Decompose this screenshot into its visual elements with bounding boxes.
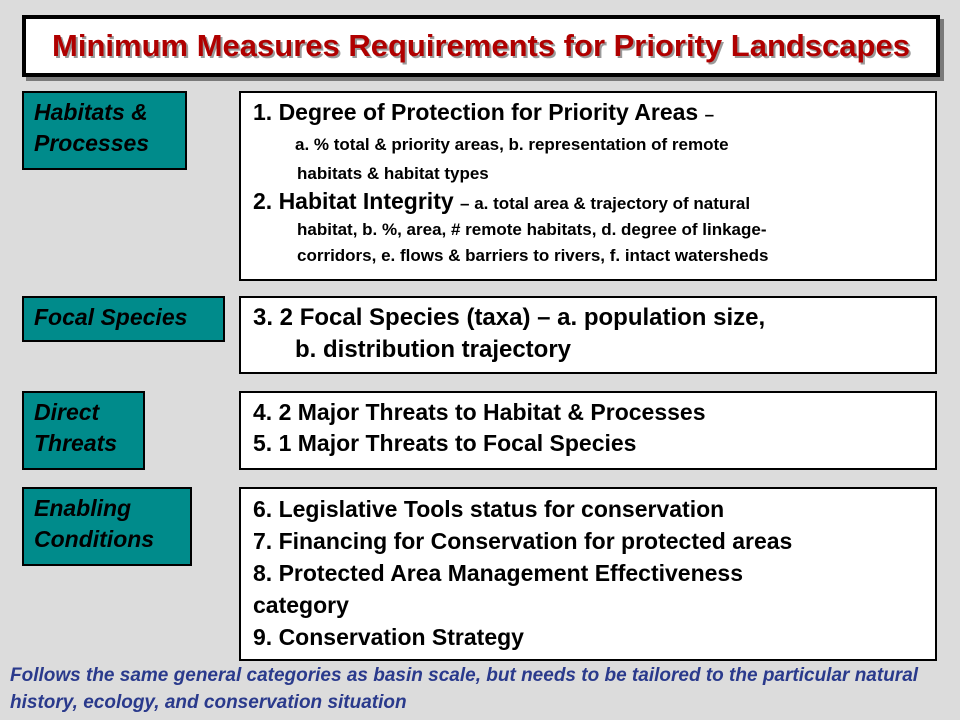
measure-detail: habitats & habitat types — [297, 164, 489, 183]
measure-detail: – a. total area & trajectory of natural — [460, 194, 751, 213]
category-label-line: Enabling — [34, 495, 132, 521]
measure-detail: habitat, b. %, area, # remote habitats, d. degree of linkage- — [297, 220, 767, 239]
measure-management-effectiveness: 8. Protected Area Management Effectiveness — [253, 560, 743, 586]
measure-text: 1. Degree of Protection for Priority Areas — [253, 99, 705, 125]
panel-focal-species — [239, 296, 937, 374]
measure-detail: b. distribution trajectory — [295, 336, 572, 363]
measure-legislative-tools: 6. Legislative Tools status for conservation — [253, 496, 725, 522]
measure-detail: corridors, e. flows & barriers to rivers, f. intact watersheds — [297, 246, 769, 265]
category-label-line: Threats — [34, 430, 118, 456]
category-enabling-conditions — [22, 487, 192, 566]
measure-focal-species: 3. 2 Focal Species (taxa) – a. population size, — [253, 304, 766, 331]
category-label-line: Direct — [34, 399, 100, 425]
category-focal-species — [22, 296, 225, 342]
panel-habitats-processes — [239, 91, 937, 281]
measure-threats-species: 5. 1 Major Threats to Focal Species — [253, 430, 637, 456]
page-title: Minimum Measures Requirements for Priority Landscapes — [52, 28, 910, 63]
measure-detail: a. % total & priority areas, b. representation of remote — [295, 135, 729, 154]
measure-dash: – — [704, 105, 715, 124]
measure-detail: category — [253, 592, 349, 618]
footer-note: Follows the same general categories as basin scale, but needs to be tailored to the particular natural history, ecology, and conservation situation — [10, 665, 919, 713]
measure-degree-of-protection — [253, 97, 935, 130]
panel-direct-threats — [239, 391, 937, 470]
measure-conservation-strategy: 9. Conservation Strategy — [253, 624, 524, 650]
category-habitats-processes — [22, 91, 187, 170]
measure-threats-habitat: 4. 2 Major Threats to Habitat & Processes — [253, 399, 706, 425]
category-direct-threats — [22, 391, 145, 470]
measure-financing: 7. Financing for Conservation for protected areas — [253, 528, 793, 554]
category-label-line: Habitats & — [34, 99, 148, 125]
panel-enabling-conditions — [239, 487, 937, 661]
measure-text: 2. Habitat Integrity — [253, 188, 461, 214]
category-label-line: Processes — [34, 130, 150, 156]
category-label-line: Conditions — [34, 526, 155, 552]
title-box — [22, 15, 940, 77]
measure-habitat-integrity — [253, 188, 935, 217]
category-label-line: Focal Species — [34, 304, 188, 330]
